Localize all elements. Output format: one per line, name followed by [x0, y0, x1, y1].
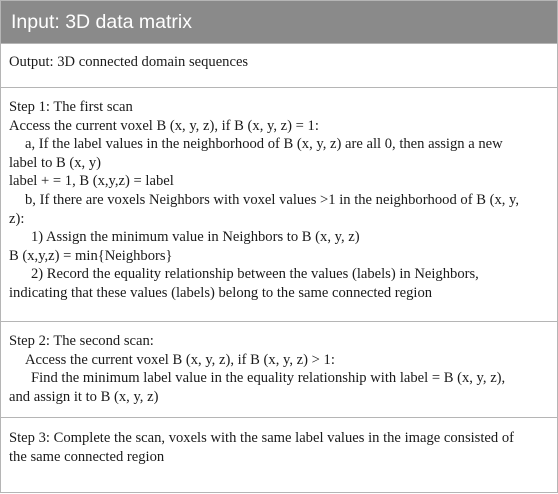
step1-access: Access the current voxel B (x, y, z), if B (x, y, z) = 1:	[9, 117, 319, 134]
step1-b-line1: b, If there are voxels Neighbors with voxel values >1 in the neighborhood of B (x, y,	[25, 191, 520, 208]
step3-row	[1, 417, 557, 494]
step2-access: Access the current voxel B (x, y, z), if B (x, y, z) > 1:	[25, 351, 335, 368]
step1-row	[1, 87, 557, 321]
step3-line2: the same connected region	[9, 448, 165, 465]
step3-line1: Step 3: Complete the scan, voxels with the same label values in the image consisted of	[9, 430, 514, 446]
step1-a-line2: label to B (x, y)	[9, 154, 102, 171]
step2-row	[1, 321, 557, 417]
table-header: Input: 3D data matrix	[1, 1, 557, 43]
step2-find-line1: Find the minimum label value in the equality relationship with label = B (x, y, z),	[31, 370, 506, 387]
step1-label-assign: label + = 1, B (x,y,z) = label	[9, 173, 174, 190]
step1-sub1: 1) Assign the minimum value in Neighbors to B (x, y, z)	[31, 229, 360, 246]
step1-min-assign: B (x,y,z) = min{Neighbors}	[9, 247, 173, 264]
step1-sub2-line1: 2) Record the equality relationship between the values (labels) in Neighbors,	[31, 266, 479, 283]
step2-find-line2: and assign it to B (x, y, z)	[9, 388, 159, 405]
step1-sub2-line2: indicating that these values (labels) belong to the same connected region	[9, 284, 433, 301]
output-row	[1, 43, 557, 87]
step1-b-line2: z):	[9, 210, 25, 227]
step1-a-line1: a, If the label values in the neighborhood of B (x, y, z) are all 0, then assign a new	[25, 136, 503, 153]
step2-title: Step 2: The second scan:	[9, 333, 154, 349]
step1-title: Step 1: The first scan	[9, 99, 133, 115]
output-text: Output: 3D connected domain sequences	[9, 54, 249, 70]
